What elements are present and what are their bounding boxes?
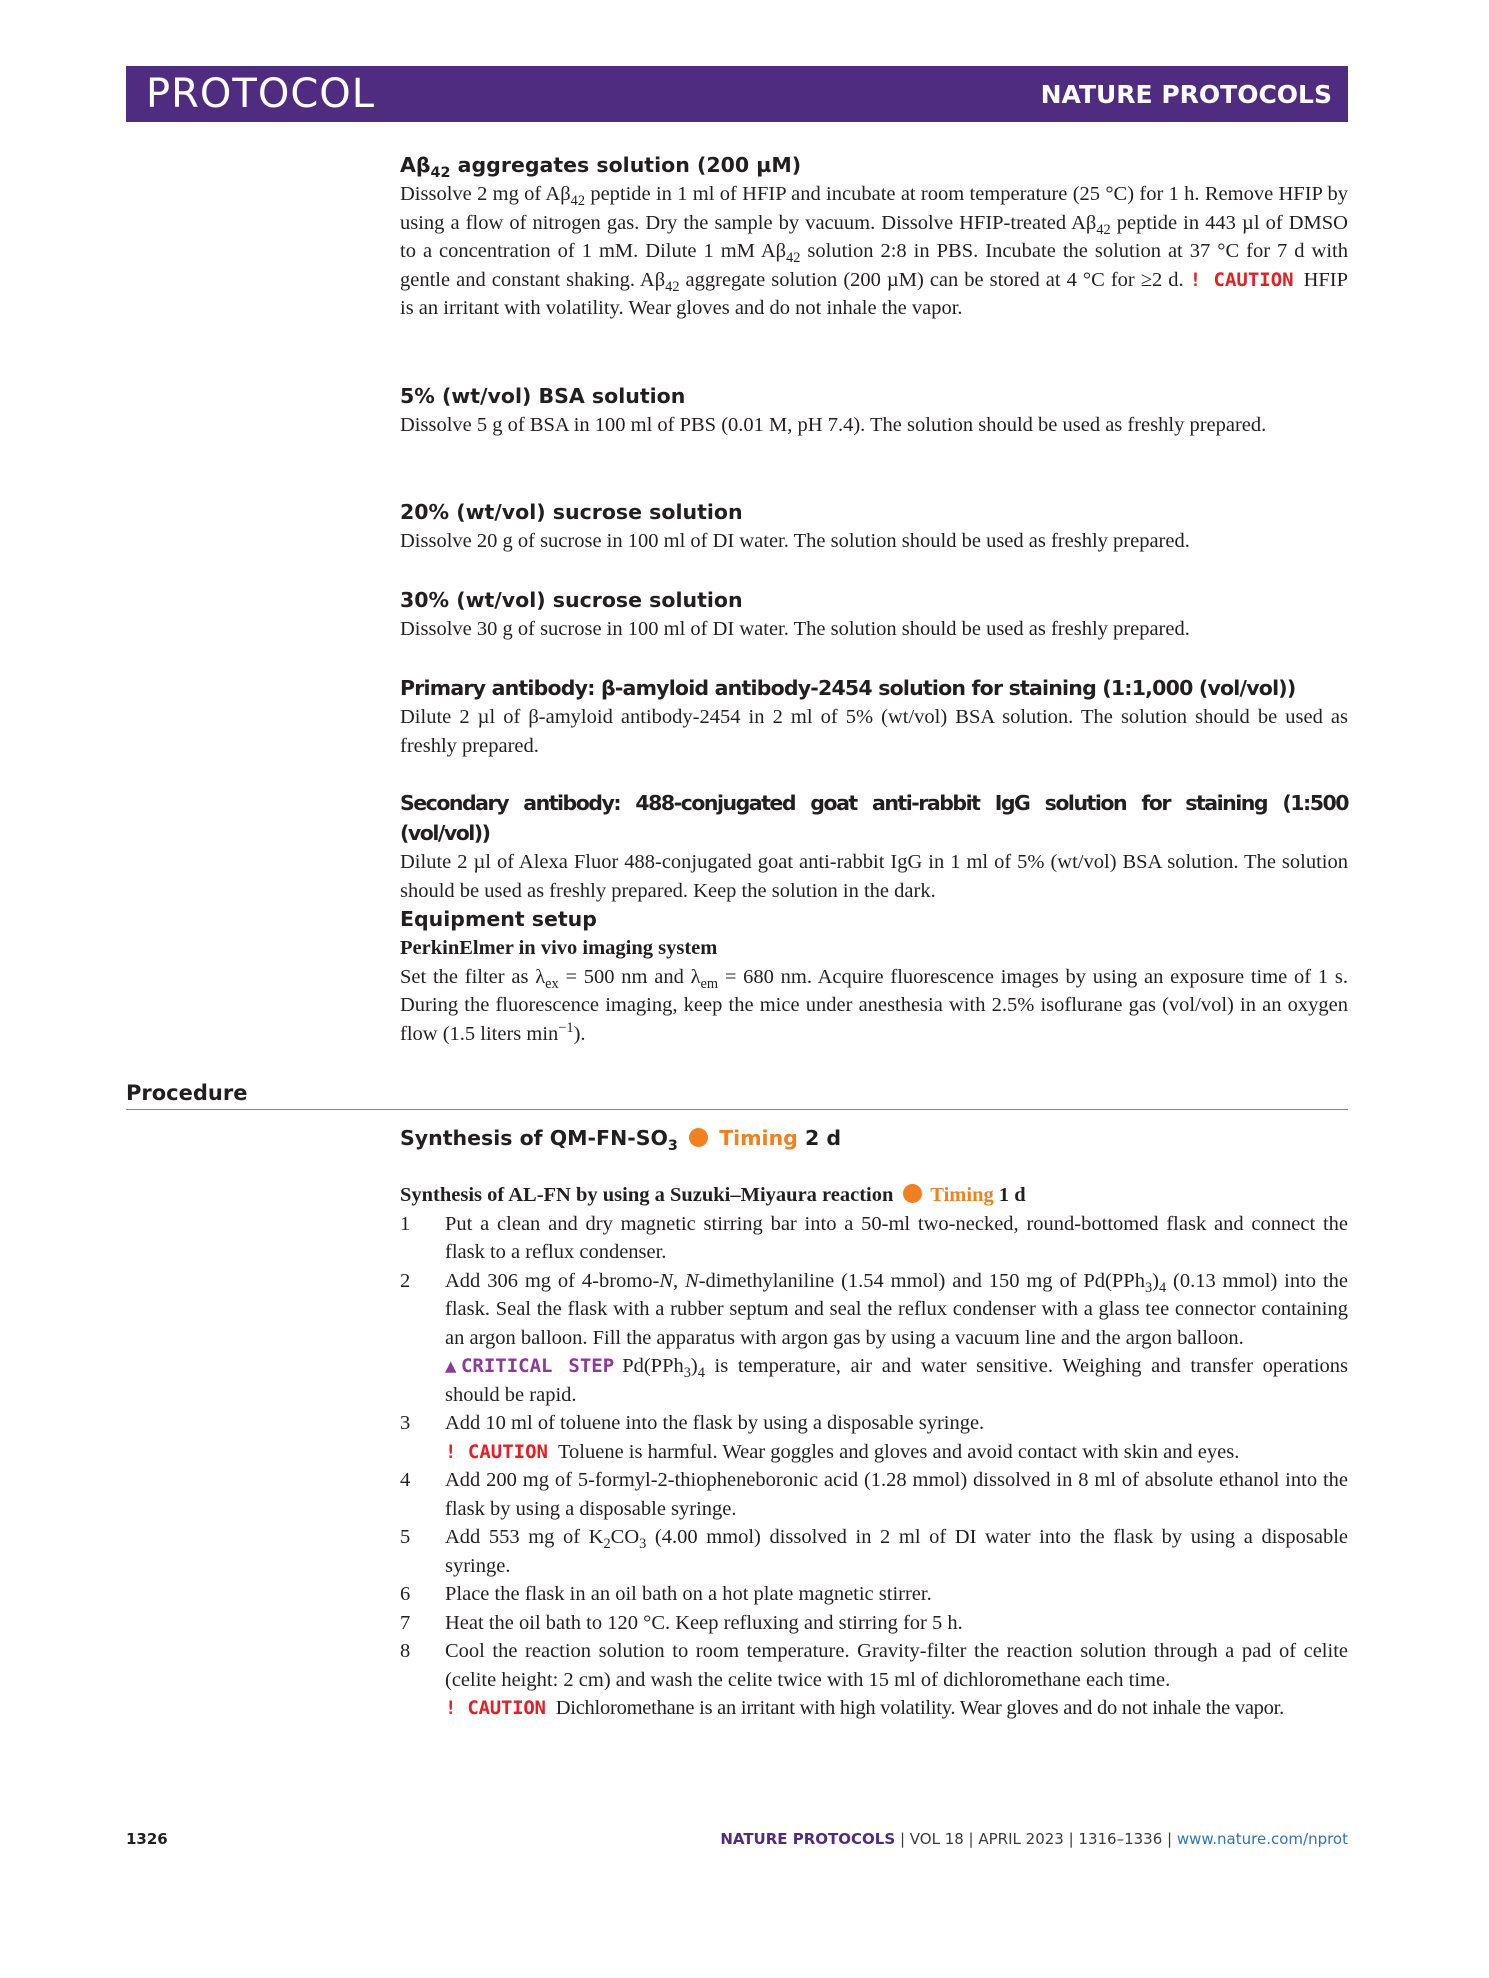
section-text: Dissolve 20 g of sucrose in 100 ml of DI water. The solution should be used as freshly prepared.	[400, 530, 1190, 552]
section-subtitle: PerkinElmer in vivo imaging system	[400, 937, 718, 959]
timing-dot-icon	[689, 1128, 708, 1147]
step-number: 6	[400, 1583, 411, 1605]
page-number: 1326	[126, 1830, 168, 1848]
step-text: Heat the oil bath to 120 °C. Keep refluxing and stirring for 5 h.	[445, 1611, 963, 1634]
section-text: Dissolve 5 g of BSA in 100 ml of PBS (0.01 M, pH 7.4). The solution should be used as freshly prepared.	[400, 414, 1267, 436]
step-text: Place the flask in an oil bath on a hot plate magnetic stirrer.	[445, 1583, 932, 1605]
section-text: Dissolve 30 g of sucrose in 100 ml of DI water. The solution should be used as freshly prepared.	[400, 618, 1190, 640]
section-text: Set the filter as $\lambda_{ex} = 500$ nm and $\lambda_{em} = 680$ nm. Acquire fluorescence images by using an exposure time of 1 s. During the fluorescence imaging, keep the mice under anesthesia with 2.5% isoflurane gas (vol/vol) in an oxygen flow (1.5 liters $\min^{-1}$).	[400, 965, 1348, 1045]
procedure-label: Procedure	[126, 1081, 248, 1105]
step-number: 3	[400, 1412, 411, 1434]
step-number: 7	[400, 1611, 411, 1634]
procedure-step	[400, 1523, 1348, 1580]
caution-label: ! CAUTION	[445, 1440, 548, 1463]
footer-issue: | VOL 18 | APRIL 2023 | 1316–1336 |	[895, 1830, 1177, 1848]
step-number: 8	[400, 1640, 411, 1662]
step-number: 5	[400, 1526, 411, 1548]
equipment-section	[400, 904, 1348, 1048]
procedure-step	[400, 1580, 1348, 1609]
section-title: 30% (wt/vol) sucrose solution	[400, 588, 743, 612]
section-title: Equipment setup	[400, 907, 597, 931]
procedure-step	[400, 1609, 1348, 1638]
critical-step-label: ▲CRITICAL STEP	[445, 1355, 615, 1377]
procedure-heading-text: Synthesis of $QM-FN-SO_3$ Timing 2 d	[400, 1126, 842, 1155]
footer-citation	[720, 1829, 1348, 1849]
caution-label: ! CAUTION	[1189, 268, 1294, 291]
section-text: Dissolve 2 mg of $A\beta_{42}$ peptide in 1 ml of HFIP and incubate at room temperature (25 °C) for 1 h. Remove HFIP by using a flow of nitrogen gas. Dry the sample by vacuum. Dissolve HFIP-treated $A\beta_{42}$ peptide in 443 µl of DMSO to a concentration of 1 mM. Dilute 1 mM $A\beta_{42}$ solution 2:8 in PBS. Incubate the solution at 37 °C for 7 d with gentle and constant shaking. $A\beta_{42}$ aggregate solution (200 µM) can be stored at 4 °C for ≥2 d. ! CAUTION HFIP is an irritant with volatility. Wear gloves and do not inhale the vapor.	[400, 183, 1349, 319]
section-title: 20% (wt/vol) sucrose solution	[400, 500, 743, 524]
primary-antibody-section	[400, 673, 1348, 760]
step-text: Add 553 mg of $K_2CO_3$ (4.00 mmol) dissolved in 2 ml of DI water into the flask by using a disposable syringe.	[445, 1526, 1348, 1577]
section-title: $A\beta_{42}$ aggregates solution (200 µM)	[400, 153, 802, 182]
procedure-step	[400, 1466, 1348, 1523]
procedure-heading	[400, 1123, 1348, 1153]
step-text: Add 306 mg of 4-bromo-N, N-dimethylaniline (1.54 mmol) and 150 mg of $Pd(PPh_3)_4$ (0.13 mmol) into the flask. Seal the flask with a rubber septum and seal the reflux condenser with a glass tee connector containing an argon balloon. Fill the apparatus with argon gas by using a vacuum line and the argon balloon.	[445, 1269, 1348, 1349]
step-number: 1	[400, 1212, 411, 1235]
step-number: 4	[400, 1469, 411, 1491]
step-number: 2	[400, 1269, 411, 1292]
section-title: 5% (wt/vol) BSA solution	[400, 384, 686, 408]
header-banner	[126, 66, 1348, 122]
caution-label: ! CAUTION	[445, 1697, 546, 1719]
procedure-subheading: Synthesis of AL-FN by using a Suzuki–Miyaura reaction Timing 1 d	[400, 1184, 1026, 1206]
step-text: Cool the reaction solution to room temperature. Gravity-filter the reaction solution through a pad of celite (celite height: 2 cm) and wash the celite twice with 15 ml of dichloromethane each time.	[445, 1640, 1348, 1691]
procedure-step	[400, 1409, 1348, 1466]
caution-note: ! CAUTION Dichloromethane is an irritant with high volatility. Wear gloves and do not inhale the vapor.	[445, 1697, 1285, 1719]
sucrose30-section	[400, 585, 1348, 644]
procedure-step	[400, 1637, 1348, 1723]
procedure-step	[400, 1267, 1348, 1410]
section-title: Secondary antibody: 488-conjugated goat anti-rabbit IgG solution for staining (1:500 (vol/vol))	[400, 791, 1348, 845]
caution-note: ! CAUTION Toluene is harmful. Wear goggles and gloves and avoid contact with skin and eyes.	[445, 1440, 1240, 1463]
bsa-section	[400, 381, 1348, 440]
critical-step-note: ▲CRITICAL STEP $Pd(PPh_3)_4$ is temperature, air and water sensitive. Weighing and transfer operations should be rapid.	[445, 1355, 1348, 1406]
footer-url-link[interactable]: www.nature.com/nprot	[1176, 1830, 1348, 1848]
sucrose20-section	[400, 497, 1348, 556]
protocol-label: PROTOCOL	[146, 71, 376, 117]
section-text: Dilute 2 µl of β-amyloid antibody-2454 in 2 ml of 5% (wt/vol) BSA solution. The solution should be used as freshly prepared.	[400, 706, 1348, 757]
procedure-divider	[126, 1109, 1348, 1110]
secondary-antibody-section	[400, 788, 1348, 905]
footer-journal: NATURE PROTOCOLS	[720, 1830, 896, 1848]
section-text: Dilute 2 µl of Alexa Fluor 488-conjugated goat anti-rabbit IgG in 1 ml of 5% (wt/vol) BSA solution. The solution should be used as freshly prepared. Keep the solution in the dark.	[400, 851, 1348, 902]
step-text: Add 10 ml of toluene into the flask by using a disposable syringe.	[445, 1412, 985, 1434]
timing-dot-icon	[903, 1184, 922, 1203]
section-title: Primary antibody: β-amyloid antibody-2454 solution for staining (1:1,000 (vol/vol))	[400, 676, 1296, 700]
procedure-step	[400, 1210, 1348, 1267]
abeta-section	[400, 150, 1348, 323]
procedure-steps	[400, 1181, 1348, 1723]
journal-name: NATURE PROTOCOLS	[1040, 80, 1332, 109]
step-text: Add 200 mg of 5-formyl-2-thiopheneboronic acid (1.28 mmol) dissolved in 8 ml of absolute ethanol into the flask by using a disposable syringe.	[445, 1469, 1348, 1520]
step-text: Put a clean and dry magnetic stirring bar into a 50-ml two-necked, round-bottomed flask and connect the flask to a reflux condenser.	[445, 1212, 1348, 1263]
